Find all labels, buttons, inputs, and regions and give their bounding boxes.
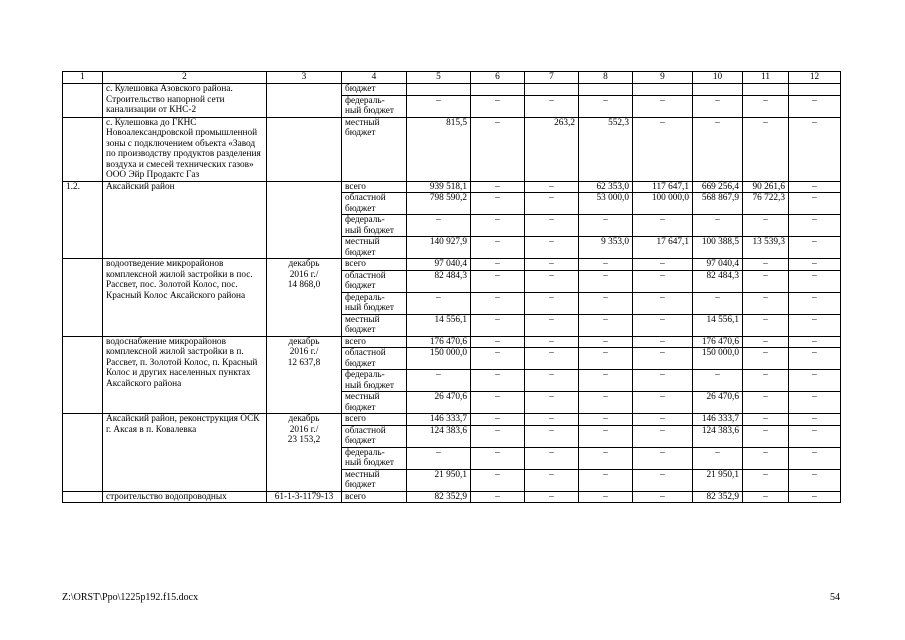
table-row (63, 117, 841, 181)
amount-cell: – (525, 292, 579, 314)
amount-cell: – (471, 237, 525, 259)
amount-cell: 21 950,1 (407, 469, 471, 491)
amount-cell: – (743, 215, 789, 237)
amount-cell: – (789, 491, 841, 503)
amount-cell: – (471, 117, 525, 181)
funding-source-cell: областной бюджет (342, 270, 407, 292)
amount-cell: 100 000,0 (633, 193, 693, 215)
amount-cell: – (525, 314, 579, 336)
funding-source-cell: федераль- ный бюджет (342, 292, 407, 314)
amount-cell: 13 539,3 (743, 237, 789, 259)
amount-cell: – (471, 447, 525, 469)
page-number: 54 (830, 592, 840, 603)
funding-source-cell: всего (342, 259, 407, 271)
column-number-header: 3 (267, 72, 342, 84)
amount-cell: 14 556,1 (693, 314, 743, 336)
amount-cell: – (471, 491, 525, 503)
amount-cell: 62 353,0 (579, 181, 633, 193)
funding-source-cell: федераль- ный бюджет (342, 95, 407, 117)
funding-source-cell: местный бюджет (342, 392, 407, 414)
object-name-cell: водоотведение микрорайонов комплексной жилой застройки в пос. Рассвет, пос. Золотой Колос, пос. Красный Колос Аксайского района (103, 259, 267, 337)
amount-cell: – (525, 491, 579, 503)
amount-cell: 82 484,3 (693, 270, 743, 292)
amount-cell: 798 590,2 (407, 193, 471, 215)
table-row (63, 414, 841, 426)
amount-cell: – (525, 237, 579, 259)
amount-cell: 815,5 (407, 117, 471, 181)
amount-cell: – (525, 181, 579, 193)
amount-cell (743, 84, 789, 96)
amount-cell: – (525, 414, 579, 426)
row-number-cell (63, 336, 103, 414)
amount-cell: 26 470,6 (407, 392, 471, 414)
amount-cell: – (633, 425, 693, 447)
amount-cell (633, 84, 693, 96)
funding-source-cell: федераль- ный бюджет (342, 447, 407, 469)
amount-cell: 90 261,6 (743, 181, 789, 193)
column-number-header: 2 (103, 72, 267, 84)
column-number-header: 6 (471, 72, 525, 84)
amount-cell: 17 647,1 (633, 237, 693, 259)
amount-cell: – (789, 215, 841, 237)
amount-cell: – (743, 469, 789, 491)
amount-cell: – (743, 270, 789, 292)
amount-cell: 176 470,6 (407, 336, 471, 348)
amount-cell: – (633, 259, 693, 271)
column-number-header: 4 (342, 72, 407, 84)
amount-cell: – (633, 370, 693, 392)
table-header-row (63, 72, 841, 84)
amount-cell: – (743, 491, 789, 503)
funding-source-cell: всего (342, 414, 407, 426)
amount-cell: 146 333,7 (407, 414, 471, 426)
amount-cell: – (693, 95, 743, 117)
amount-cell: – (471, 370, 525, 392)
amount-cell: 140 927,9 (407, 237, 471, 259)
amount-cell: – (525, 193, 579, 215)
amount-cell: – (789, 270, 841, 292)
amount-cell: 97 040,4 (693, 259, 743, 271)
amount-cell: – (407, 447, 471, 469)
amount-cell: – (471, 95, 525, 117)
table-row (63, 336, 841, 348)
row-number-cell (63, 414, 103, 492)
amount-cell: 150 000,0 (693, 348, 743, 370)
column-number-header: 8 (579, 72, 633, 84)
funding-source-cell: местный бюджет (342, 469, 407, 491)
amount-cell (789, 84, 841, 96)
amount-cell: – (633, 95, 693, 117)
amount-cell: – (789, 425, 841, 447)
amount-cell: – (407, 370, 471, 392)
amount-cell: – (633, 348, 693, 370)
amount-cell: – (789, 237, 841, 259)
amount-cell: – (525, 370, 579, 392)
amount-cell: 100 388,5 (693, 237, 743, 259)
amount-cell: 552,3 (579, 117, 633, 181)
amount-cell: – (471, 348, 525, 370)
object-name-cell: с. Кулешовка Азовского района. Строительство напорной сети канализации от КНС-2 (103, 84, 267, 118)
amount-cell: – (789, 259, 841, 271)
funding-source-cell: всего (342, 491, 407, 503)
funding-source-cell: областной бюджет (342, 425, 407, 447)
amount-cell: – (579, 447, 633, 469)
amount-cell: – (743, 314, 789, 336)
amount-cell: – (471, 215, 525, 237)
amount-cell: – (579, 336, 633, 348)
row-number-cell (63, 491, 103, 503)
amount-cell: 939 518,1 (407, 181, 471, 193)
amount-cell: – (579, 215, 633, 237)
amount-cell: – (579, 270, 633, 292)
amount-cell: – (789, 414, 841, 426)
amount-cell: – (743, 117, 789, 181)
row-number-cell (63, 259, 103, 337)
amount-cell: – (525, 425, 579, 447)
funding-source-cell: областной бюджет (342, 193, 407, 215)
amount-cell: 9 353,0 (579, 237, 633, 259)
amount-cell: – (471, 181, 525, 193)
table-row (63, 84, 841, 96)
amount-cell: – (693, 292, 743, 314)
amount-cell: – (579, 392, 633, 414)
amount-cell (471, 84, 525, 96)
amount-cell: – (633, 314, 693, 336)
column-number-header: 11 (743, 72, 789, 84)
table-row (63, 491, 841, 503)
deadline-cost-cell: 61-1-3-1179-13 (267, 491, 342, 503)
amount-cell: – (525, 336, 579, 348)
amount-cell: 124 383,6 (407, 425, 471, 447)
amount-cell: 76 722,3 (743, 193, 789, 215)
amount-cell: – (743, 259, 789, 271)
deadline-cost-cell (267, 181, 342, 259)
object-name-cell: Аксайский район (103, 181, 267, 259)
amount-cell (579, 84, 633, 96)
amount-cell: 117 647,1 (633, 181, 693, 193)
amount-cell: – (525, 215, 579, 237)
budget-table (62, 71, 841, 503)
amount-cell: – (789, 95, 841, 117)
amount-cell: – (579, 370, 633, 392)
amount-cell: – (525, 259, 579, 271)
column-number-header: 7 (525, 72, 579, 84)
amount-cell: – (743, 292, 789, 314)
amount-cell: – (579, 414, 633, 426)
amount-cell: – (693, 447, 743, 469)
amount-cell: – (633, 469, 693, 491)
amount-cell: 82 352,9 (407, 491, 471, 503)
deadline-cost-cell: декабрь 2016 г./ 14 868,0 (267, 259, 342, 337)
amount-cell: – (633, 292, 693, 314)
amount-cell: – (789, 336, 841, 348)
amount-cell: – (471, 193, 525, 215)
amount-cell: 176 470,6 (693, 336, 743, 348)
amount-cell: – (693, 370, 743, 392)
object-name-cell: Аксайский район, реконструкция ОСК г. Аксая в п. Ковалевка (103, 414, 267, 492)
amount-cell: – (789, 314, 841, 336)
amount-cell: 14 556,1 (407, 314, 471, 336)
funding-source-cell: всего (342, 181, 407, 193)
funding-source-cell: областной бюджет (342, 348, 407, 370)
funding-source-cell: местный бюджет (342, 117, 407, 181)
amount-cell: 124 383,6 (693, 425, 743, 447)
deadline-cost-cell: декабрь 2016 г./ 23 153,2 (267, 414, 342, 492)
amount-cell: – (579, 259, 633, 271)
amount-cell: – (789, 392, 841, 414)
row-number-cell: 1.2. (63, 181, 103, 259)
amount-cell: 146 333,7 (693, 414, 743, 426)
deadline-cost-cell (267, 84, 342, 118)
amount-cell: 568 867,9 (693, 193, 743, 215)
funding-source-cell: местный бюджет (342, 237, 407, 259)
amount-cell: – (693, 117, 743, 181)
amount-cell: – (579, 348, 633, 370)
amount-cell: – (407, 215, 471, 237)
amount-cell: – (633, 447, 693, 469)
object-name-cell: водоснабжение микрорайонов комплексной жилой застройки в п. Рассвет, п. Золотой Колос, п. Красный Колос и других населенных пунктах Аксайского района (103, 336, 267, 414)
object-name-cell: с. Кулешовка до ГКНС Новоалександровской промышленной зоны с подключением объекта «Завод по производству продуктов разделения воздуха и смесей технических газов» ООО Эйр Продактс Газ (103, 117, 267, 181)
column-number-header: 12 (789, 72, 841, 84)
amount-cell: – (743, 414, 789, 426)
amount-cell: 669 256,4 (693, 181, 743, 193)
amount-cell: – (633, 392, 693, 414)
amount-cell: – (579, 95, 633, 117)
column-number-header: 9 (633, 72, 693, 84)
amount-cell: – (525, 392, 579, 414)
amount-cell: – (743, 95, 789, 117)
amount-cell: – (633, 215, 693, 237)
amount-cell: – (743, 425, 789, 447)
row-number-cell (63, 117, 103, 181)
amount-cell: 263,2 (525, 117, 579, 181)
table-row (63, 181, 841, 193)
amount-cell: – (789, 447, 841, 469)
amount-cell (407, 84, 471, 96)
amount-cell: – (471, 392, 525, 414)
funding-source-cell: местный бюджет (342, 314, 407, 336)
funding-source-cell: бюджет (342, 84, 407, 96)
footer-file-path: Z:\ORST\Ppo\1225p192.f15.docx (62, 592, 199, 603)
amount-cell: – (579, 491, 633, 503)
amount-cell: – (633, 117, 693, 181)
amount-cell: – (743, 336, 789, 348)
amount-cell: – (789, 181, 841, 193)
amount-cell: – (633, 414, 693, 426)
amount-cell: 150 000,0 (407, 348, 471, 370)
amount-cell: – (743, 392, 789, 414)
amount-cell: – (743, 447, 789, 469)
amount-cell: – (743, 370, 789, 392)
column-number-header: 5 (407, 72, 471, 84)
amount-cell: 53 000,0 (579, 193, 633, 215)
table-row (63, 259, 841, 271)
amount-cell: – (525, 348, 579, 370)
column-number-header: 1 (63, 72, 103, 84)
amount-cell: – (471, 314, 525, 336)
column-number-header: 10 (693, 72, 743, 84)
amount-cell: – (525, 95, 579, 117)
amount-cell: – (633, 336, 693, 348)
amount-cell: – (633, 270, 693, 292)
amount-cell: 26 470,6 (693, 392, 743, 414)
amount-cell: – (579, 469, 633, 491)
row-number-cell (63, 84, 103, 118)
amount-cell: – (471, 292, 525, 314)
funding-source-cell: федераль- ный бюджет (342, 215, 407, 237)
amount-cell: – (525, 469, 579, 491)
funding-source-cell: всего (342, 336, 407, 348)
amount-cell: – (471, 469, 525, 491)
amount-cell: – (789, 193, 841, 215)
amount-cell (525, 84, 579, 96)
funding-source-cell: федераль- ный бюджет (342, 370, 407, 392)
amount-cell: – (579, 314, 633, 336)
amount-cell: – (743, 348, 789, 370)
amount-cell: – (471, 259, 525, 271)
amount-cell: – (579, 425, 633, 447)
amount-cell: – (579, 292, 633, 314)
amount-cell: – (407, 95, 471, 117)
amount-cell: – (693, 215, 743, 237)
amount-cell: – (407, 292, 471, 314)
amount-cell: – (471, 270, 525, 292)
deadline-cost-cell (267, 117, 342, 181)
amount-cell: 82 352,9 (693, 491, 743, 503)
amount-cell: – (471, 425, 525, 447)
amount-cell: – (789, 469, 841, 491)
amount-cell (693, 84, 743, 96)
amount-cell: – (789, 348, 841, 370)
amount-cell: 82 484,3 (407, 270, 471, 292)
amount-cell: – (525, 447, 579, 469)
amount-cell: – (789, 117, 841, 181)
amount-cell: 21 950,1 (693, 469, 743, 491)
amount-cell: – (525, 270, 579, 292)
deadline-cost-cell: декабрь 2016 г./ 12 637,8 (267, 336, 342, 414)
amount-cell: – (789, 292, 841, 314)
amount-cell: – (471, 336, 525, 348)
amount-cell: 97 040,4 (407, 259, 471, 271)
amount-cell: – (789, 370, 841, 392)
amount-cell: – (471, 414, 525, 426)
object-name-cell: строительство водопроводных (103, 491, 267, 503)
amount-cell: – (633, 491, 693, 503)
